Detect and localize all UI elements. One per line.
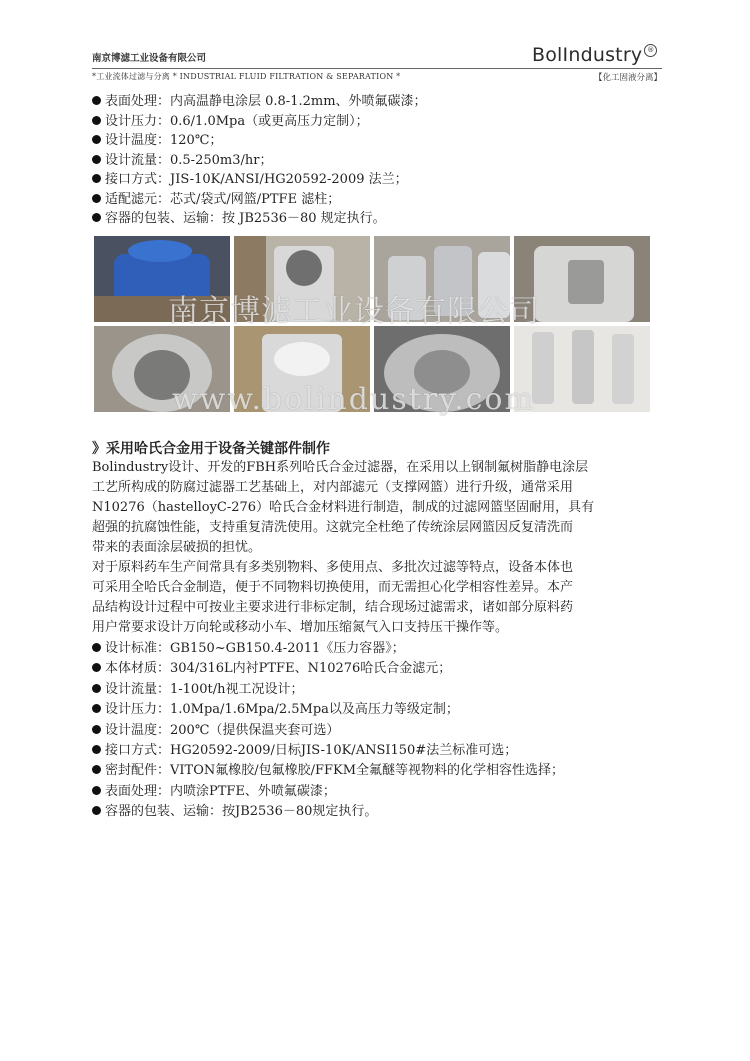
bullet-icon: [92, 704, 101, 713]
spec-item: 设计温度：200℃（提供保温夹套可选）: [92, 721, 672, 741]
bullet-icon: [92, 213, 101, 222]
header-rule: [92, 68, 662, 69]
bullet-icon: [92, 725, 101, 734]
spec-list-bottom: [92, 639, 672, 823]
spec-item: 接口方式：HG20592-2009/日标JIS-10K/ANSI150#法兰标准可选；: [92, 741, 672, 761]
bullet-icon: [92, 96, 101, 105]
header-category: 【化工固液分离】: [593, 73, 662, 83]
registered-mark-icon: ®: [644, 44, 657, 57]
spec-item: 接口方式：JIS-10K/ANSI/HG20592-2009 法兰；: [92, 170, 672, 190]
bullet-icon: [92, 806, 101, 815]
header-tagline: *工业流体过滤与分离 * INDUSTRIAL FLUID FILTRATION & SEPARATION *: [92, 72, 401, 81]
spec-item: 容器的包装、运输：按 JB2536－80 规定执行。: [92, 209, 672, 229]
spec-item: 适配滤元：芯式/袋式/网篮/PTFE 滤柱；: [92, 190, 672, 210]
bullet-icon: [92, 684, 101, 693]
spec-item: 密封配件：VITON氟橡胶/包氟橡胶/FFKM全氟醚等视物料的化学相容性选择；: [92, 761, 672, 781]
bullet-icon: [92, 765, 101, 774]
product-photo-grid: [94, 236, 655, 417]
bullet-icon: [92, 155, 101, 164]
paragraph-pharma-use: 对于原料药车生产间常具有多类别物料、多使用点、多批次过滤等特点，设备本体也 可采用全哈氏合金制造，便于不同物料切换使用，而无需担心化学相容性差异。本产 品结构设计过程中可按业主要求进行非标定制，结合现场过滤需求，诸如部分原料药 用户常要求设计万向轮或移动小车、增加压缩氮气入口支持压干操作等。: [92, 560, 574, 635]
spec-item: 设计标准：GB150~GB150.4-2011《压力容器》；: [92, 639, 672, 659]
bullet-icon: [92, 745, 101, 754]
logo-text: BolIndustry: [532, 44, 643, 66]
spec-item: 设计压力：1.0Mpa/1.6Mpa/2.5Mpa以及高压力等级定制；: [92, 700, 672, 720]
bullet-icon: [92, 643, 101, 652]
bullet-icon: [92, 663, 101, 672]
spec-list-top: [92, 92, 672, 229]
paragraph-hastelloy-intro: Bolindustry设计、开发的FBH系列哈氏合金过滤器，在采用以上钢制氟树脂静电涂层 工艺所构成的防腐过滤器工艺基础上，对内部滤元（支撑网篮）进行升级，通常采用 N10276（hastelloyC-276）哈氏合金材料进行制造，制成的过滤网篮坚固耐用，具有 超强的抗腐蚀性能，支持重复清洗使用。这就完全杜绝了传统涂层网篮因反复清洗而 带来的表面涂层破损的担忧。: [92, 460, 595, 555]
bullet-icon: [92, 135, 101, 144]
watermark-url: www.bolindustry.com: [172, 382, 535, 417]
company-name: 南京博滤工业设备有限公司: [92, 53, 207, 64]
spec-item: 表面处理：内高温静电涂层 0.8-1.2mm、外喷氟碳漆；: [92, 92, 672, 112]
spec-item: 设计温度：120℃；: [92, 131, 672, 151]
spec-item: 表面处理：内喷涂PTFE、外喷氟碳漆；: [92, 782, 672, 802]
bullet-icon: [92, 194, 101, 203]
spec-item: 容器的包装、运输：按JB2536－80规定执行。: [92, 802, 672, 822]
spec-item: 设计流量：0.5-250m3/hr；: [92, 151, 672, 171]
watermark-company: 南京博滤工业设备有限公司: [168, 294, 540, 329]
spec-item: 设计流量：1-100t/h视工况设计；: [92, 680, 672, 700]
spec-item: 设计压力：0.6/1.0Mpa（或更高压力定制）；: [92, 112, 672, 132]
spec-item: 本体材质：304/316L内衬PTFE、N10276哈氏合金滤元；: [92, 659, 672, 679]
bullet-icon: [92, 786, 101, 795]
brand-logo: [532, 44, 657, 66]
bullet-icon: [92, 174, 101, 183]
section-title: 》采用哈氏合金用于设备关键部件制作: [92, 441, 330, 457]
bullet-icon: [92, 116, 101, 125]
